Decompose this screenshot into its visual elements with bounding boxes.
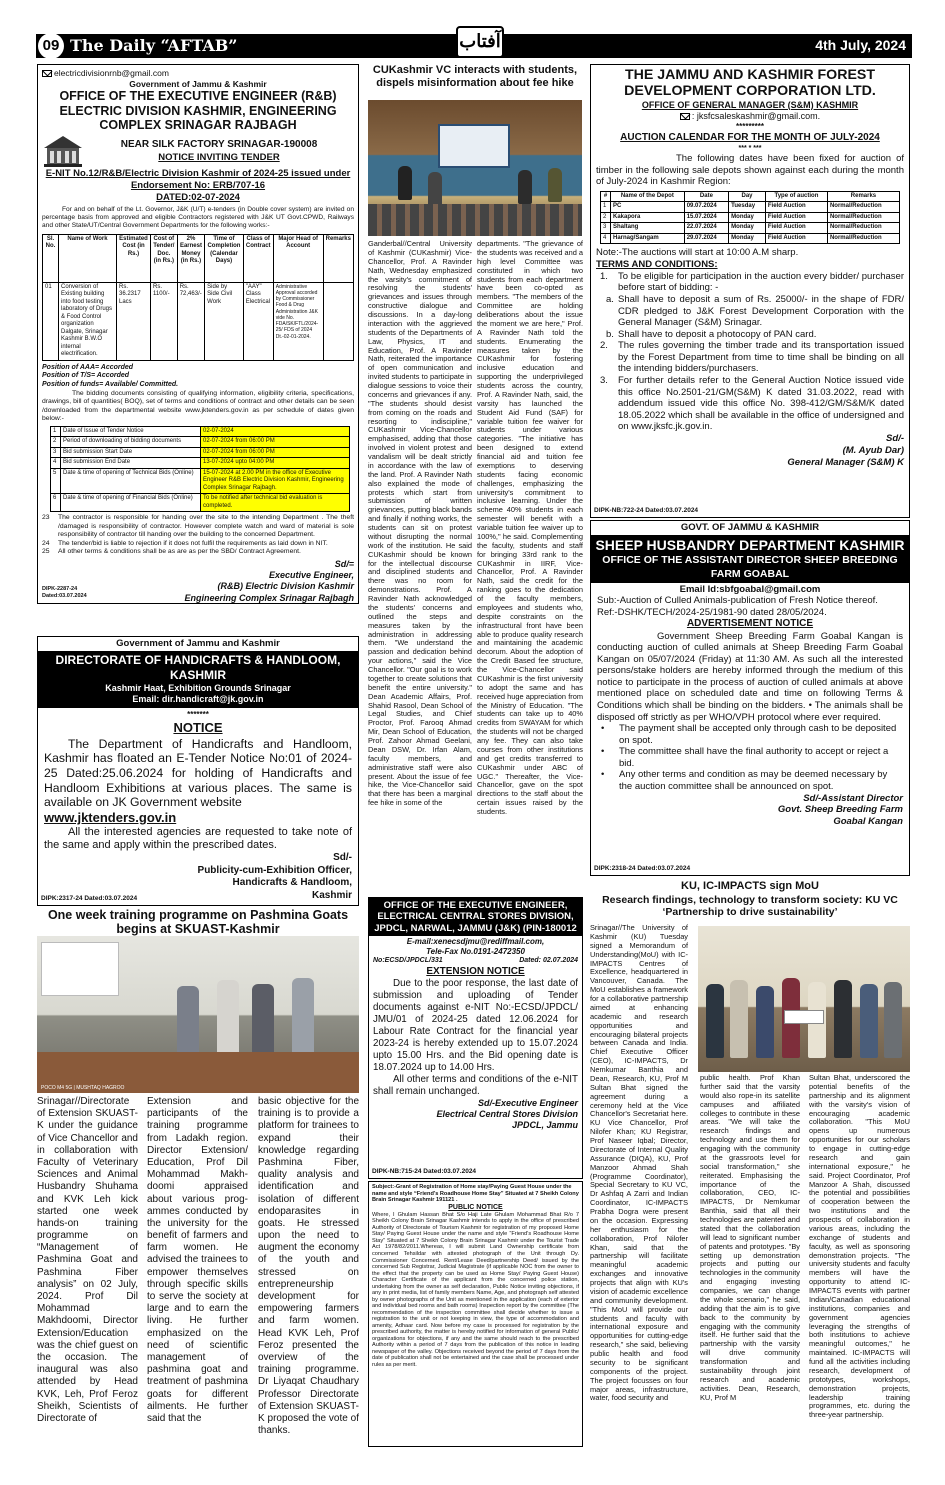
forest-note: Note:-The auctions will start at 10:00 A.M sharp. [596, 247, 799, 259]
th-class: Class of Contract [243, 234, 273, 282]
th-work: Name of Work [59, 234, 117, 282]
rnb-email-line [42, 68, 354, 79]
date-row-label: Date & time of opening of Technical Bids (Online) [61, 468, 201, 494]
forest-depot-table [600, 191, 900, 245]
jpdcl-dipk: DIPK-NB:715-24 Dated:03.07.2024 [372, 1167, 477, 1175]
masthead [36, 30, 912, 58]
depot-cell: Harnag/Sangam [611, 233, 685, 244]
rnb-notice-head: NOTICE INVITING TENDER [158, 151, 280, 163]
pashmina-col-3: basic objective for the training is to provide a platform for trainees to expand their knowledge regarding Pashmina Fiber, quality analysis and identification and isolation of different endoparasites in goats. He stressed upon the need to augment the economy of the youth and stressed on entrepreneurship development for empowering farmers and farm women. Head KVK Leh, Prof Feroz presented the overview of the training programme. Dr Liyaqat Chaudhary Professor Directorate of Extension SKUAST-K proposed the vote of thanks. [258, 1096, 359, 1437]
clause-text: The tender/bid is liable to rejection if it does not fulfil the requirements as laid down in NIT. [58, 539, 328, 547]
th-remarks: Remarks [323, 234, 353, 282]
forest-email: jksfcsaleskashmir@gmail.com. [696, 110, 821, 121]
forest-stars: ********* [735, 122, 765, 132]
date-row-no: 4 [51, 458, 61, 469]
cuk-col-2: departments. "The grievance of the students was received and a high level Committee was constituted in which two students from each department have been co-opted as members. "The members of the Committee are holding deliberations about the issue the moment we are here," Prof. A Ravinder Nath told the students. Enumerating the measures taken by the CUKashmir for fostering inclusive education and supporting the underprivileged students across the country, Prof. A Ravinder Nath, said, the varsity has launched the Student Aid Fund (SAF) for variable tuition fee waiver for students under various categories. "The initiative has been designed to extend financial aid and tuition fee exemptions to deserving students facing economic challenges, emphasizing the university's commitment to inclusive learning. Under the scheme 40% students in each semester will benefit with a variable tuition fee waiver up to 100%," he said. Complementing the faculty, students and staff for bringing 33rd rank to the CUKashmir in IIRF, Vice-Chancellor, Prof. A Ravinder Nath, said the credit for the ranking goes to the dedication of the faculty members, employees and students who, despite constraints on the infrastructural front have been able to produce quality research and maintaining the academic decorum. About the adoption of the Credit Based fee structure, the Vice-Chancellor said CUKashmir is the first university to adopt the same and has received huge appreciation from the Ministry of Education. "The students can take up to 40% credits from SWAYAM for which the students will not be charged any fee. They can also take courses from other institutions and get credits transferred to CUKashmir under ABC of UGC." Thereafter, the Vice-Chancellor, gave on the spot directions to the staff about the certain issues raised by the students. [477, 240, 583, 816]
homestay-subject: Subject:-Grant of Registration of Home stay/Paying Guest House under the name and style “Friend’s Roadhouse Home Stay” Situated at 7 Sheikh Colony Brain Srinagar Kashmir 191121 . [372, 1184, 579, 1204]
jpdcl-tel: Tele-Fax No.0191-2472350 [426, 947, 525, 957]
depot-cell: Field Auction [765, 202, 827, 213]
sheep-gov: GOVT. OF JAMMU & KASHMIR [680, 522, 820, 533]
sheep-adv-head: ADVERTISEMENT NOTICE [686, 618, 814, 630]
hc-body: The Department of Handicrafts and Handloom, Kashmir has floated an E-Tender Notice No:01 of 2024-25 Dated:25.06.2024 for holding of Handicrafts and Handloom Exhibitions at various places. The same is available on JK Government website [44, 736, 352, 810]
hc-title: DIRECTORATE OF HANDICRAFTS & HANDLOOM, KASHMIR [55, 652, 341, 682]
bullet-icon: • [601, 723, 605, 735]
depot-cell: 4 [601, 233, 611, 244]
forest-designation: General Manager (S&M) K [787, 456, 904, 468]
forest-title: THE JAMMU AND KASHMIR FOREST DEVELOPMENT CORPORATION LTD. [624, 67, 876, 100]
jpdcl-body2: All other terms and conditions of the e-NIT shall remain unchanged. [373, 1073, 578, 1097]
rnb-sig-2: (R&B) Electric Division Kashmir [217, 581, 354, 592]
date-row-no: 6 [51, 494, 61, 512]
sheep-ref: Ref:-DSHK/TECH/2024-25/1981-90 dated 28/05/2024. [597, 606, 827, 618]
depot-cell: 09.07.2024 [684, 202, 728, 213]
th-date: Date [684, 191, 728, 202]
term-text: The rules governing the timber trade and its transportation issued by the Forest Department from time to time shall be binding on all the intending bidders/purchasers. [618, 340, 904, 375]
td-class: "AAY" Class Electrical [243, 282, 273, 360]
depot-cell: Normal/Reduction [827, 223, 899, 234]
date-row-value: 15-07-2024 at 2.00 PM in the office of Executive Engineer R&B Electric Division Kashmir, Engineering Complex Srinagar Rajbagh. [201, 468, 350, 494]
ku-col-2: public health. Prof Khan further said that the varsity would also rope-in its satellite campuses and affiliated colleges to contribute in these areas. "We will take the research findings and technology and use them for engaging with the community at the grassroots level for social transformation," she reiterated. Emphasising the importance of the collaboration, CEO, IC-IMPACTS, Dr Nemkumar Banthia, said that all their technologies are patented and stated that the collaboration will lead to significant number of patents and prototypes. "By setting up demonstration projects and putting our technologies in the community and engaging investing companies, we can change the whole scenario," he said, adding that the aim is to give back to the community by engaging with the community itself. He further said that the partnership with the varsity will drive community transformation and sustainability through joint research and academic activities. Dean, Research, KU, Prof M [700, 1074, 800, 1402]
rnb-sig-1: Executive Engineer, [268, 570, 354, 581]
cuk-col-1: Ganderbal//Central University of Kashmir (CUKashmir) Vice-Chancellor, Prof. A Ravinder Nath, Wednesday emphasized the varsity's commitment of resolving the students' grievances and issues through constructive dialogue and discussions. In a day-long interaction with the aggrieved students of the Departments of Law, Physics, IT and Education, Prof. A Ravinder Nath, reiterated the importance of open communication and invited students to participate in dialogue sessions to voice their concerns and grievances if any. "The students should desist from coming on the roads and resorting to indiscipline," CUKashmir Vice-Chancellor emphasised, adding that those involved in violent protest and vandalism will be dealt strictly in accordance with the law of the land. Prof. A Ravinder Nath also explained the mode of protests which start from submission of written grievances, putting black bands and finally if nothing works, the students can sit on protest without disrupting the normal work of the institution. He said CUKashmir should be known for the intellectual discourse and disciplined students and there was no room for demonstrations. Prof. A Ravinder Nath acknowledged the students' concerns and outlined the steps and measures taken by the administration in addressing them. "We understand the passion and dedication behind your actions," said the Vice Chancellor. "Our goal is to work together to create solutions that benefit the entire university." Dean Academic Affairs, Prof. Shahid Rasool, Dean School of Legal Studies, and Chief Proctor, Prof. Farooq Ahmad Mir, Dean School of Education, Prof. Zahoor Ahmad Geelani, Dean DSW, Dr. Irfan Alam, faculty members, and administrative staff were also present. About the issue of fee hike, the Vice-Chancellor said that there has been a marginal fee hike in some of the [368, 240, 472, 808]
rnb-dates-table [50, 426, 350, 513]
clause-no: 24 [42, 539, 50, 547]
ku-headline-1: KU, IC-IMPACTS sign MoU [681, 880, 819, 892]
rnb-address: NEAR SILK FACTORY SRINAGAR-190008 [120, 139, 318, 151]
sheep-office: OFFICE OF THE ASSISTANT DIRECTOR SHEEP BREEDING FARM GOABAL [602, 554, 898, 580]
jpdcl-dated: Dated: 02.07.2024 [519, 957, 578, 965]
sheep-bullet: The payment shall be accepted only through cash to be deposited on spot. [619, 723, 897, 746]
date-row-value: 02-07-2024 from 06:00 PM [201, 447, 350, 458]
date-row-label: Bid submission End Date [61, 458, 201, 469]
term-text: Shall have to deposit a photocopy of PAN card. [618, 328, 817, 340]
sheep-sig-3: Goabal Kangan [833, 815, 903, 827]
forest-signatory: (M. Ayub Dar) [842, 444, 904, 456]
forest-dipk: DIPK-NB:722-24 Dated:03.07.2024 [594, 506, 699, 514]
page-number: 09 [38, 33, 64, 59]
th-head: Major Head of Account [273, 234, 323, 282]
depot-cell: 3 [601, 223, 611, 234]
th-day: Day [729, 191, 766, 202]
forest-sd: Sd/- [886, 432, 904, 444]
rnb-bidding: The bidding documents consisting of qualifying information, eligibility criteria, specifications, drawings, bill of quantities( BOQ), set of terms and conditions of contract and other details can be seen /downloaded from the departmental website www.jktenders.gov.in as per schedule of dates given below:- [42, 389, 354, 423]
date-row-label: Bid submission Start Date [61, 447, 201, 458]
ku-col-3: Sultan Bhat, underscored the potential benefits of the partnership and its alignment with the varsity's vision of encouraging academic collaboration. "This MoU opens up numerous opportunities for our scholars to engage in cutting-edge research and gain international exposure," he said. Project Coordinator, Prof Manzoor A Shah, discussed the potential and possibilities of cooperation between the two institutions and the prospects of collaboration in various areas, including the exchange of students and faculty, as well as sponsoring demonstration projects. "The university students and faculty members will have the opportunity to attend IC-IMPACTS events with partner Indian/Canadian educational institutions, companies and government agencies leveraging the strengths of both institutions to achieve meaningful outcomes," he maintained. IC-IMPACTS will fund all the activities including research, development of prototypes, workshops, demonstration projects, leadership training programmes, etc. during the three-year partnership. [809, 1074, 910, 1420]
depot-cell: 29.07.2024 [684, 233, 728, 244]
depot-cell: Normal/Reduction [827, 202, 899, 213]
email-icon [42, 70, 52, 77]
sheep-bullet: The committee shall have the final authority to accept or reject a bid. [619, 746, 889, 769]
td-tendercost: Rs. 1100/- [151, 282, 178, 360]
jpdcl-sig-3: JPDCL, Jammu [511, 1120, 578, 1131]
hc-site: www.jktenders.gov.in [44, 809, 177, 825]
photo-watermark: POCO M4 5G | MUSHTAQ HAGROO [41, 1084, 125, 1091]
depot-cell: Monday [729, 212, 766, 223]
rnb-office-title: OFFICE OF THE EXECUTIVE ENGINEER (R&B) ELECTRIC DIVISION KASHMIR, ENGINEERING COMPLEX SRINAGAR RAJBAGH [59, 89, 337, 132]
sheep-title: SHEEP HUSBANDRY DEPARTMENT KASHMIR [595, 536, 905, 553]
hc-notice-head: NOTICE [173, 720, 223, 736]
date-row-label: Date of Issue of Tender Notice [61, 426, 201, 437]
td-slno: 01 [43, 282, 59, 360]
bullet-icon: • [601, 769, 605, 781]
cuk-banner [438, 124, 510, 168]
depot-cell: Monday [729, 223, 766, 234]
term-no: 1. [600, 270, 608, 282]
jpdcl-sig-1: Sd/-Executive Engineer [477, 1097, 578, 1108]
term-no: a. [606, 293, 614, 305]
pashmina-photo [37, 936, 359, 1093]
th-tendercost: Cost of Tender/ Doc. (in Rs.) [151, 234, 178, 282]
depot-cell: Field Auction [765, 223, 827, 234]
rnb-tender-notice [37, 64, 359, 604]
depot-cell: 22.07.2024 [684, 223, 728, 234]
email-icon [680, 113, 690, 120]
sheep-sig-2: Govt. Sheep Breeding Farm [777, 804, 903, 816]
term-text: For further details refer to the General Auction Notice issued vide this office No.2501-21/GM(S&M) K dated 31.03.2022, read with addendum issued vide this office No. 398-412/GM/S&M/K dated 18.05.2022 which shall be available in the office of undersigned and on www.jksfc.jk.gov.in. [618, 375, 904, 433]
date-row-no: 5 [51, 468, 61, 494]
ku-col-1: Srinagar//The University of Kashmir (KU) Tuesday signed a Memorandum of Understanding(MoU) with IC-IMPACTS Centres of Excellence, headquartered in Vancouver, Canada. The MoU establishes a framework for a collaborative partnership aimed at enhancing academic and research opportunities and encouraging bilateral projects between Canada and India. Chief Executive Officer (CEO), IC-IMPACTS, Dr Nemkumar Banthia and Dean, Research, KU, Prof M Sultan Bhat signed the agreement during a ceremony held at the Vice Chancellor's Secretariat here. KU Vice Chancellor, Prof Nilofer Khan; KU Registrar, Prof Naseer Iqbal; Director, Directorate of Internal Quality Assurance (DIQA), KU, Prof Manzoor Ahmad Shah (Programme Coordinator), Special Secretary to KU VC, Dr Ashfaq A Zarri and Indian Coordinator, IC-IMPACTS Prabha Dogra were present on the occasion. Expressing her enthusiasm for the collaboration, Prof Nilofer Khan, said that the partnership will facilitate meaningful academic exchanges and innovative projects that align with KU's vision of academic excellence and community development. "This MoU will provide our students and faculty with international exposure and opportunities for cutting-edge research," she said, believing public health and food security to be significant components of the project. The project focusses on four major areas, infrastructure, water, food security and [590, 924, 688, 1403]
depot-cell: Field Auction [765, 212, 827, 223]
depot-cell: Monday [729, 233, 766, 244]
rnb-gov: Government of Jammu & Kashmir [129, 78, 267, 89]
forest-office: OFFICE OF GENERAL MANAGER (S&M) KASHMIR [641, 99, 859, 110]
depot-cell: 2 [601, 212, 611, 223]
depot-cell: PC [611, 202, 685, 213]
building-icon [42, 134, 84, 168]
homestay-public-notice [368, 1181, 583, 1447]
cuk-photo [368, 100, 582, 236]
forest-terms-head: TERMS AND CONDITIONS: [596, 258, 718, 270]
hc-dipk: DIPK:2317-24 Dated:03.07.2024 [41, 894, 138, 902]
date-row-label: Date & time of opening of Financial Bids (Online) [61, 494, 201, 512]
homestay-body: Where, I Ghulam Hassan Bhat S/o Haji Late Ghulam Mohammad Bhat R/o 7 Sheikh Colony Brain Srinagar Kashmir intends to apply in the office of prescribed Authority of Directorate of Tourism Kashmir for registration of my proposed Home Stay/ Paying Guest House under the name and style “Friend’s Roadhouse Home Stay” Situated at 7 Sheikh Colony Brain Srinagar Kashmir under the Tourist Trade Act 1978/82/2011.Whereas, I will submit Land Ownership certificate from concerned Tehsildar with attested photograph of the Unit through Dy. Commissioner Concerned. Rent/Lease Deed/partnership Deed/ issued by the concerned Sub Registrar, Judicial Magistrate (if applicable NOC from the owner to the effect that the property can be used as Home Stay/ Paying Guest House) Character Certificate of the applicant from the concerned police station, undertaking from the owner as self declaration, Public Notice inviting objections, if any in print media, list of family members Name, Age, and photograph self attested by owner photographs of the Unit as mentioned in the application (each of exterior and individual bed rooms and bath rooms) Inspection report by the committee (The recommendation of the inspection committee shall decide whether to issue a registration to the unit or not keeping in view, the type of accommodation and amenity, Adhaar card. Now before my case is processed for registration by the prescribed authority, the matter is hereby notified for information of general Public/ organizations for objections, if any and the same should reach to the prescribed Authority within a period of 7 days from the publication of this notice in leading newspaper of the valley. Objections received beyond the period of 7 days from the date of publication shall not be entertained and the case shall be processed under rules as per merit. [372, 1211, 579, 1368]
date-row-no: 1 [51, 426, 61, 437]
date-row-value: To be notified after technical bid evaluation is completed. [201, 494, 350, 512]
rnb-pos-aaa: Position of AAA= Accorded [42, 363, 134, 371]
cuk-headline: CUKashmir VC interacts with students, dispels misinformation about fee hike [372, 64, 578, 89]
hc-address: Kashmir Haat, Exhibition Grounds Srinagar [105, 682, 291, 693]
pashmina-headline: One week training programme on Pashmina Goats begins at SKUAST-Kashmir [47, 908, 349, 937]
th-estcost: Estimated Cost (in Rs.) [117, 234, 151, 282]
th-type: Type of auction [765, 191, 827, 202]
clause-text: The contractor is responsible for handing over the site to the intending Department . The theft /damaged is responsibility of contractor. However complete watch and ward of material is sole responsibility of contractor till handing over the building to the concerned Department. [58, 514, 354, 539]
rnb-sd: Sd/= [334, 558, 354, 569]
date-row-no: 3 [51, 447, 61, 458]
depot-cell: 1 [601, 202, 611, 213]
sheep-dipk: DIPK:2318-24 Dated:03.07.2024 [594, 864, 691, 872]
td-estcost: Rs. 36.2317 Lacs [117, 282, 151, 360]
clause-no: 23 [42, 514, 50, 522]
depot-cell: Normal/Reduction [827, 233, 899, 244]
hc-body2: All the interested agencies are requested to take note of the same and apply within the prescribed dates. [44, 826, 352, 852]
jpdcl-extension-notice [368, 897, 583, 1179]
td-head: Administrative Approval accorded by Commissioner Food & Drug Administration J&K vide No. FDA/SK/FTL/2024-25/ FDS of 2024 Dt.-02-01-2024. [273, 282, 323, 360]
term-no: 2. [600, 340, 608, 352]
hc-sd: Sd/- [333, 852, 352, 864]
sheep-subject: Sub:-Auction of Culled Animals-publication of Fresh Notice thereof. [597, 595, 878, 607]
rnb-intro: For and on behalf of the Lt. Governor, J&K (U/T) e-tenders (in Double cover system) are invited on percentage basis from approved and eligible Contractors registered with J&K UT Govt.CPWD, Railways and other State/UT/Central Government Departments for the following works:- [42, 206, 354, 230]
jpdcl-no: No:ECSD/JPDCL/331 [373, 957, 443, 965]
th-num: # [601, 191, 611, 202]
hc-gov: Government of Jammu and Kashmir [116, 638, 280, 649]
date-row-value: 13-07-2024 upto 04:00 PM [201, 458, 350, 469]
rnb-dipk-date: Dated:03.07.2024 [42, 593, 87, 600]
td-remarks [323, 282, 353, 360]
jpdcl-head: EXTENSION NOTICE [426, 965, 525, 977]
jpdcl-body: Due to the poor response, the last date of submission and uploading of Tender documents against e-NIT No:-ECSD/JPDCL/ JMU/01 of 2024-25 dated 12.06.2024 for Labour Rate Contract for the financial year 2023-24 is hereby extended up to 15.07.2024 upto 15.00 Hrs. and the Bid opening date is 18.07.2024 up to 14.00 Hrs. [373, 978, 578, 1073]
td-work: Conversion of Existing building into food testing laboratory of Drugs & Food Control organization Dalgate, Srinagar Kashmir B.W.O internal electrification. [59, 282, 117, 360]
sheep-husbandry-notice [590, 520, 910, 876]
newspaper-logo: آفتاب [456, 26, 504, 58]
handicrafts-notice [37, 636, 359, 906]
th-depot: Name of the Depot [611, 191, 685, 202]
term-text: To be eligible for participation in the auction every bidder/ purchaser before start of bidding: - [618, 270, 904, 294]
term-no: 3. [600, 375, 608, 387]
forest-stars-2: *** * *** [738, 144, 762, 152]
hc-email: Email: dir.handicraft@jk.gov.in [132, 694, 264, 705]
date-row-value: 02-07-2024 [201, 426, 350, 437]
td-earnest: Rs. 72,463/- [177, 282, 204, 360]
th-slno: Sl. No. [43, 234, 59, 282]
th-remarks: Remarks [827, 191, 899, 202]
ku-photo [698, 926, 910, 1072]
th-time: Time of Completion (Calendar Days) [205, 234, 244, 282]
forest-email-line: : jksfcsaleskashmir@gmail.com. [596, 111, 904, 122]
jpdcl-title: OFFICE OF THE EXECUTIVE ENGINEER, ELECTRICAL CENTRAL STORES DIVISION, JPDCL, NARWAL, JAMMU (J&K) (PIN-180012 [369, 898, 582, 936]
forest-intro: The following dates have been fixed for auction of timber in the following sale depots shown against each during the month of July-2024 in Kashmir Region: [596, 153, 904, 188]
rnb-sig-3: Engineering Complex Srinagar Rajbagh [184, 592, 354, 603]
term-no: b. [606, 328, 614, 340]
date-row-value: 02-07-2024 from 06:00 PM [201, 437, 350, 448]
jpdcl-email: E-mail:xenecsdjmu@rediffmail.com, [406, 937, 545, 947]
rnb-dated: DATED:02-07-2024 [156, 192, 240, 204]
depot-cell: 15.07.2024 [684, 212, 728, 223]
term-text: Shall have to deposit a sum of Rs. 25000/- in the shape of FDR/ CDR pledged to J&K Forest Development Corporation with the General Manager (S&M) Srinagar. [618, 293, 904, 329]
rnb-enit: E-NIT No.12/R&B/Electric Division Kashmir of 2024-25 issued under Endorsement No: ERB/707-16 [45, 168, 351, 192]
rnb-works-table [42, 234, 354, 361]
rnb-email: electricdivisionrnb@gmail.com [54, 68, 169, 78]
rnb-pos-ts: Position of T/S= Accorded [42, 372, 130, 380]
hc-stars: ******* [187, 710, 209, 720]
forest-auction-notice [590, 64, 910, 518]
depot-cell: Tuesday [729, 202, 766, 213]
homestay-head: PUBLIC NOTICE [448, 1203, 503, 1211]
td-time: Side by Side Civil Work [205, 282, 244, 360]
sheep-email: Email Id:sbfgoabal@gmail.com [679, 583, 821, 595]
date-row-no: 2 [51, 437, 61, 448]
hc-sig: Publicity-cum-Exhibition Officer, Handicrafts & Handloom, Kashmir [197, 864, 352, 901]
sheep-bullet: Any other terms and condition as may be deemed necessary by the auction committee shall be announced on spot. [619, 769, 888, 793]
jpdcl-sig-2: Electrical Central Stores Division [436, 1109, 578, 1120]
issue-date: 4th July, 2024 [815, 37, 906, 54]
depot-cell: Normal/Reduction [827, 212, 899, 223]
sheep-sig-1: Sd/-Assistant Director [803, 792, 903, 804]
pashmina-col-1: Srinagar//Directorate of Extension SKUAST-K under the guidance of Vice Chancellor and in collaboration with Faculty of Veterinary Sciences and Animal Husbandry Shuhama and KVK Leh kick started one week hands-on training programme on “Management of Pashmina Goat and Pashmina Fiber analysis” on 02 July, 2024. Prof Dil Mohammad Makhdoomi, Director Extension/Education was the chief guest on the occasion. The inaugural was also attended by Head KVK, Leh, Prof Feroz Sheikh, Scientists of Directorate of [37, 1096, 138, 1424]
th-earnest: 2% Earnest Money (in Rs.) [177, 234, 204, 282]
rnb-pos-funds: Position of funds= Available/ Committed. [42, 381, 179, 389]
pashmina-banner [41, 942, 119, 996]
mou-document [784, 1010, 824, 1024]
newspaper-name: The Daily “AFTAB” [70, 36, 238, 55]
clause-text: All other terms & conditions shall be as are as per the SBD/ Contract Agreement. [58, 548, 301, 556]
depot-cell: Shaltang [611, 223, 685, 234]
clause-no: 25 [42, 548, 50, 556]
forest-calendar-title: AUCTION CALENDAR FOR THE MONTH OF JULY-2024 [620, 132, 880, 144]
sheep-body: Government Sheep Breeding Farm Goabal Kangan is conducting auction of culled animals at Sheep Breeding Farm Goabal Kangan on 05/07/2024 (Friday) at 11:30 AM. As such all the interested persons/stake holders are hereby informed through the medium of this notice to participate in the process of auction of culled animals at above mentioned place on scheduled date and time on following Terms & Conditions which shall be binding on the bidders. • The animals shall be disposed off strictly as per WHO/VPH protocol where ever required. [597, 630, 903, 723]
pashmina-col-2: Extension and participants of the training programme from Ladakh region. Director Extension/ Education, Prof Dil Mohammad Makh-doomi appraised about various prog-ammes conducted by the university for the benefit of farmers and farm women. He advised the trainees to empower themselves through specific skills to serve the society at large and to earn the living. He further emphasized on the need of scientific management of pashmina goat and treatment of pashmina goats for different ailments. He further said that the [147, 1096, 248, 1424]
rnb-dipk: DIPK-2287-24 [42, 586, 78, 593]
depot-cell: Kakapora [611, 212, 685, 223]
depot-cell: Field Auction [765, 233, 827, 244]
ku-headline-2: Research findings, technology to transform society: KU VC ‘Partnership to drive sustainability’ [602, 894, 898, 919]
bullet-icon: • [601, 746, 605, 758]
rnb-clauses [42, 514, 354, 556]
date-row-label: Period of downloading of bidding documents [61, 437, 201, 448]
